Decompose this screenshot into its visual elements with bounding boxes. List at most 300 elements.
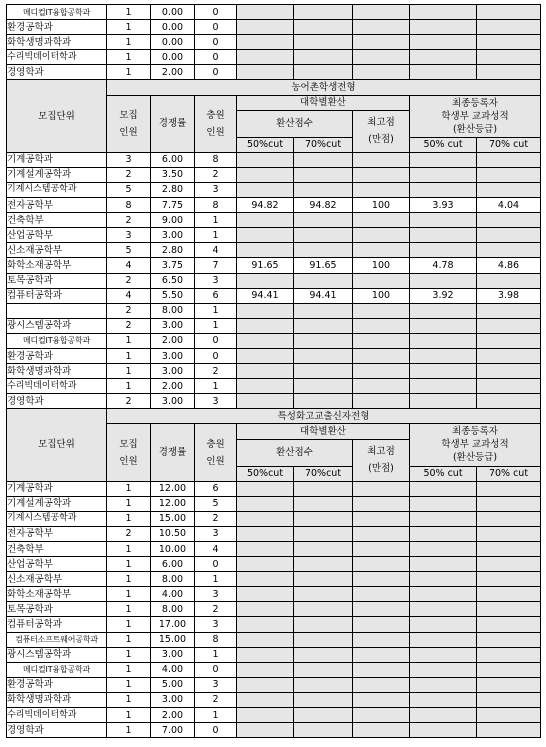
f70-cell: [477, 273, 541, 288]
c70-cell: [294, 20, 353, 35]
final-cut50-header: 50% cut: [410, 137, 477, 152]
cut50-header: 50%cut: [237, 466, 294, 481]
unit-cell: 기계공학과: [7, 152, 107, 167]
f70-cell: [477, 723, 541, 738]
unit-cell: 전자공학부: [7, 526, 107, 541]
c50-cell: [237, 348, 294, 363]
cut70-header: 70%cut: [294, 137, 353, 152]
recruit-cell: 2: [107, 167, 151, 182]
f50-cell: [410, 647, 477, 662]
table-row: [7, 542, 541, 557]
extra-cell: 3: [195, 677, 237, 692]
unit-cell: 신소재공학부: [7, 572, 107, 587]
f50-cell: [410, 481, 477, 496]
c70-cell: [294, 379, 353, 394]
rate-cell: 3.00: [151, 394, 195, 409]
c70-cell: [294, 5, 353, 20]
unit-cell: 기계시스템공학과: [7, 511, 107, 526]
c70-cell: [294, 167, 353, 182]
unit-cell: 산업공학부: [7, 228, 107, 243]
f50-cell: [410, 273, 477, 288]
f50-cell: [410, 723, 477, 738]
unit-cell: 메디컬IT융합공학과: [7, 5, 107, 20]
extra-cell: 2: [195, 602, 237, 617]
rate-cell: 8.00: [151, 602, 195, 617]
max-cell: [353, 213, 410, 228]
unit-cell: 광시스템공학과: [7, 647, 107, 662]
max-cell: [353, 243, 410, 258]
unit-cell: 건축학부: [7, 542, 107, 557]
recruit-cell: 1: [107, 723, 151, 738]
c70-cell: [294, 572, 353, 587]
unit-cell: 산업공학부: [7, 557, 107, 572]
c50-cell: [237, 333, 294, 348]
rate-cell: 15.00: [151, 511, 195, 526]
rate-cell: 12.00: [151, 481, 195, 496]
f70-cell: 4.04: [477, 198, 541, 213]
table-row: [7, 677, 541, 692]
extra-cell: 3: [195, 394, 237, 409]
unit-header: 모집단위: [7, 80, 107, 152]
extra-cell: 0: [195, 5, 237, 20]
rate-cell: 4.00: [151, 587, 195, 602]
extra-cell: 0: [195, 557, 237, 572]
f70-cell: [477, 348, 541, 363]
table-row: [7, 587, 541, 602]
table-row: [7, 602, 541, 617]
table-row: [7, 692, 541, 707]
extra-cell: 0: [195, 662, 237, 677]
rate-header: 경쟁률: [151, 424, 195, 481]
unit-cell: 토목공학과: [7, 273, 107, 288]
f70-cell: [477, 542, 541, 557]
f50-cell: [410, 708, 477, 723]
c70-cell: [294, 303, 353, 318]
f50-cell: [410, 542, 477, 557]
f70-cell: [477, 647, 541, 662]
c50-cell: [237, 273, 294, 288]
max-cell: [353, 228, 410, 243]
f70-cell: [477, 243, 541, 258]
rate-cell: 9.00: [151, 213, 195, 228]
extra-cell: 0: [195, 20, 237, 35]
extra-cell: 1: [195, 708, 237, 723]
table-row: [7, 50, 541, 65]
table-row: [7, 5, 541, 20]
max-cell: 100: [353, 258, 410, 273]
c70-cell: [294, 481, 353, 496]
c50-cell: [237, 632, 294, 647]
max-cell: [353, 35, 410, 50]
c70-cell: [294, 526, 353, 541]
rate-cell: 2.00: [151, 379, 195, 394]
table-row: [7, 243, 541, 258]
c50-cell: [237, 379, 294, 394]
f70-cell: [477, 677, 541, 692]
f70-cell: [477, 587, 541, 602]
c70-cell: 94.41: [294, 288, 353, 303]
c50-cell: [237, 243, 294, 258]
extra-cell: 3: [195, 182, 237, 197]
recruit-cell: 1: [107, 65, 151, 80]
rate-cell: 3.00: [151, 348, 195, 363]
c70-cell: [294, 602, 353, 617]
unit-cell: 컴퓨터공학과: [7, 288, 107, 303]
table-row: [7, 496, 541, 511]
final-cut50-header: 50% cut: [410, 466, 477, 481]
table-row: [7, 213, 541, 228]
max-cell: [353, 5, 410, 20]
c50-cell: [237, 496, 294, 511]
table-row: [7, 20, 541, 35]
f50-cell: [410, 662, 477, 677]
recruit-cell: 2: [107, 394, 151, 409]
c70-cell: 91.65: [294, 258, 353, 273]
c70-cell: 94.82: [294, 198, 353, 213]
f50-cell: [410, 364, 477, 379]
rate-cell: 6.50: [151, 273, 195, 288]
f70-cell: [477, 50, 541, 65]
max-cell: [353, 511, 410, 526]
table-row: [7, 632, 541, 647]
extra-cell: 8: [195, 198, 237, 213]
max-cell: [353, 273, 410, 288]
unit-cell: 신소재공학부: [7, 243, 107, 258]
f70-cell: [477, 303, 541, 318]
extra-cell: 0: [195, 35, 237, 50]
unit-header: 모집단위: [7, 409, 107, 481]
c50-cell: [237, 167, 294, 182]
unit-cell: 건축학부: [7, 213, 107, 228]
c50-cell: [237, 228, 294, 243]
c50-cell: [237, 50, 294, 65]
max-cell: [353, 318, 410, 333]
recruit-cell: 2: [107, 318, 151, 333]
f70-cell: [477, 20, 541, 35]
recruit-cell: 1: [107, 35, 151, 50]
table-row: [7, 318, 541, 333]
table-row: [7, 723, 541, 738]
unit-cell: 기계설계공학과: [7, 496, 107, 511]
conv-score-header: 환산점수: [237, 439, 353, 466]
recruit-header: 모집 인원: [107, 424, 151, 481]
max-cell: [353, 394, 410, 409]
admission-results-page: [6, 4, 540, 738]
max-cell: [353, 677, 410, 692]
rate-cell: 10.50: [151, 526, 195, 541]
recruit-cell: 1: [107, 692, 151, 707]
unit-cell: 컴퓨터공학과: [7, 617, 107, 632]
max-cell: [353, 496, 410, 511]
recruit-cell: 1: [107, 708, 151, 723]
recruit-cell: 4: [107, 288, 151, 303]
f70-cell: [477, 318, 541, 333]
rate-cell: 7.75: [151, 198, 195, 213]
f50-cell: [410, 496, 477, 511]
f50-cell: [410, 35, 477, 50]
f70-cell: [477, 632, 541, 647]
c50-cell: 91.65: [237, 258, 294, 273]
c50-cell: [237, 364, 294, 379]
c70-cell: [294, 228, 353, 243]
table-row: [7, 35, 541, 50]
recruit-cell: 1: [107, 572, 151, 587]
table-row: [7, 167, 541, 182]
c70-cell: [294, 318, 353, 333]
c50-cell: [237, 557, 294, 572]
c70-cell: [294, 213, 353, 228]
extra-cell: 1: [195, 379, 237, 394]
max-cell: [353, 572, 410, 587]
rate-cell: 6.00: [151, 152, 195, 167]
table-row: [7, 364, 541, 379]
admission-results-table: [6, 4, 541, 738]
max-cell: [353, 182, 410, 197]
f50-cell: [410, 65, 477, 80]
f50-cell: [410, 379, 477, 394]
recruit-cell: 1: [107, 617, 151, 632]
final-header: 최종등록자 학생부 교과성적 (환산등급): [410, 424, 541, 466]
rate-cell: 3.00: [151, 647, 195, 662]
cut70-header: 70%cut: [294, 466, 353, 481]
extra-cell: 4: [195, 542, 237, 557]
section-title: 농어촌학생전형: [107, 80, 541, 95]
cut50-header: 50%cut: [237, 137, 294, 152]
c70-cell: [294, 333, 353, 348]
f50-cell: [410, 213, 477, 228]
recruit-cell: 1: [107, 557, 151, 572]
c50-cell: [237, 572, 294, 587]
extra-cell: 4: [195, 243, 237, 258]
recruit-cell: 8: [107, 198, 151, 213]
c50-cell: [237, 511, 294, 526]
extra-cell: 2: [195, 167, 237, 182]
f50-cell: [410, 318, 477, 333]
unit-cell: 화학생명과학과: [7, 364, 107, 379]
c50-cell: [237, 35, 294, 50]
max-cell: [353, 602, 410, 617]
c70-cell: [294, 394, 353, 409]
recruit-cell: 1: [107, 364, 151, 379]
f50-cell: [410, 348, 477, 363]
max-cell: [353, 617, 410, 632]
f70-cell: [477, 5, 541, 20]
max-cell: [353, 364, 410, 379]
c50-cell: [237, 318, 294, 333]
extra-cell: 1: [195, 647, 237, 662]
table-row: [7, 394, 541, 409]
extra-cell: 3: [195, 526, 237, 541]
univ-conv-header: 대학별환산: [237, 95, 410, 110]
recruit-cell: 1: [107, 587, 151, 602]
f70-cell: [477, 182, 541, 197]
c50-cell: [237, 647, 294, 662]
f70-cell: [477, 379, 541, 394]
recruit-cell: 1: [107, 662, 151, 677]
recruit-cell: 4: [107, 258, 151, 273]
max-cell: [353, 542, 410, 557]
f50-cell: [410, 394, 477, 409]
final-header: 최종등록자 학생부 교과성적 (환산등급): [410, 95, 541, 137]
rate-cell: 3.00: [151, 228, 195, 243]
f70-cell: [477, 481, 541, 496]
max-cell: [353, 481, 410, 496]
unit-cell: 경영학과: [7, 394, 107, 409]
extra-cell: 1: [195, 228, 237, 243]
c70-cell: [294, 182, 353, 197]
table-row: [7, 348, 541, 363]
c70-cell: [294, 50, 353, 65]
rate-cell: 10.00: [151, 542, 195, 557]
c50-cell: [237, 587, 294, 602]
recruit-cell: 3: [107, 228, 151, 243]
recruit-cell: 1: [107, 333, 151, 348]
f70-cell: [477, 167, 541, 182]
rate-cell: 0.00: [151, 50, 195, 65]
rate-cell: 0.00: [151, 35, 195, 50]
f50-cell: [410, 20, 477, 35]
extra-cell: 6: [195, 288, 237, 303]
extra-cell: 3: [195, 617, 237, 632]
unit-cell: 기계공학과: [7, 481, 107, 496]
max-cell: 100: [353, 198, 410, 213]
c70-cell: [294, 557, 353, 572]
recruit-cell: 1: [107, 542, 151, 557]
max-cell: [353, 692, 410, 707]
max-score-header: 최고점 (만점): [353, 439, 410, 481]
unit-cell: [7, 303, 107, 318]
unit-cell: 화학소재공학부: [7, 258, 107, 273]
recruit-header: 모집 인원: [107, 95, 151, 152]
extra-cell: 6: [195, 481, 237, 496]
rate-cell: 17.00: [151, 617, 195, 632]
f50-cell: [410, 167, 477, 182]
f70-cell: [477, 662, 541, 677]
c50-cell: [237, 5, 294, 20]
c50-cell: [237, 617, 294, 632]
rate-cell: 2.00: [151, 333, 195, 348]
rate-cell: 2.00: [151, 65, 195, 80]
extra-cell: 0: [195, 65, 237, 80]
c70-cell: [294, 273, 353, 288]
unit-cell: 환경공학과: [7, 677, 107, 692]
c70-cell: [294, 587, 353, 602]
recruit-cell: 2: [107, 273, 151, 288]
final-cut70-header: 70% cut: [477, 466, 541, 481]
final-cut70-header: 70% cut: [477, 137, 541, 152]
f70-cell: [477, 557, 541, 572]
max-cell: [353, 348, 410, 363]
c70-cell: [294, 692, 353, 707]
f70-cell: [477, 152, 541, 167]
recruit-cell: 1: [107, 602, 151, 617]
rate-cell: 8.00: [151, 303, 195, 318]
f70-cell: [477, 228, 541, 243]
c50-cell: [237, 152, 294, 167]
rate-header: 경쟁률: [151, 95, 195, 152]
recruit-cell: 2: [107, 303, 151, 318]
c50-cell: [237, 20, 294, 35]
f50-cell: [410, 228, 477, 243]
table-row: [7, 481, 541, 496]
extra-cell: 0: [195, 333, 237, 348]
rate-cell: 6.00: [151, 557, 195, 572]
unit-cell: 경영학과: [7, 65, 107, 80]
max-cell: [353, 587, 410, 602]
f50-cell: [410, 243, 477, 258]
univ-conv-header: 대학별환산: [237, 424, 410, 439]
extra-cell: 0: [195, 50, 237, 65]
unit-cell: 환경공학과: [7, 348, 107, 363]
recruit-cell: 1: [107, 348, 151, 363]
recruit-cell: 1: [107, 677, 151, 692]
f70-cell: [477, 526, 541, 541]
rate-cell: 5.00: [151, 677, 195, 692]
table-row: [7, 511, 541, 526]
f50-cell: 3.92: [410, 288, 477, 303]
rate-cell: 3.00: [151, 318, 195, 333]
max-cell: [353, 708, 410, 723]
table-row: [7, 198, 541, 213]
f70-cell: [477, 35, 541, 50]
f70-cell: [477, 333, 541, 348]
recruit-cell: 1: [107, 632, 151, 647]
max-cell: [353, 20, 410, 35]
f50-cell: [410, 5, 477, 20]
c70-cell: [294, 677, 353, 692]
recruit-cell: 1: [107, 511, 151, 526]
f50-cell: [410, 511, 477, 526]
table-row: [7, 708, 541, 723]
f70-cell: [477, 572, 541, 587]
c70-cell: [294, 243, 353, 258]
extra-cell: 8: [195, 632, 237, 647]
unit-cell: 토목공학과: [7, 602, 107, 617]
extra-cell: 3: [195, 273, 237, 288]
unit-cell: 컴퓨터소프트웨어공학과: [7, 632, 107, 647]
f70-cell: [477, 692, 541, 707]
rate-cell: 3.00: [151, 692, 195, 707]
rate-cell: 4.00: [151, 662, 195, 677]
section-header-row: [7, 80, 541, 95]
table-row: [7, 303, 541, 318]
max-cell: [353, 632, 410, 647]
unit-cell: 환경공학과: [7, 20, 107, 35]
table-row: [7, 526, 541, 541]
conv-score-header: 환산점수: [237, 110, 353, 137]
f50-cell: 3.93: [410, 198, 477, 213]
f70-cell: [477, 511, 541, 526]
table-row: [7, 662, 541, 677]
table-row: [7, 288, 541, 303]
unit-cell: 기계설계공학과: [7, 167, 107, 182]
recruit-cell: 5: [107, 182, 151, 197]
unit-cell: 광시스템공학과: [7, 318, 107, 333]
recruit-cell: 5: [107, 243, 151, 258]
rate-cell: 8.00: [151, 572, 195, 587]
f50-cell: [410, 617, 477, 632]
f70-cell: [477, 394, 541, 409]
section-header-row: [7, 409, 541, 424]
extra-cell: 5: [195, 496, 237, 511]
max-cell: [353, 723, 410, 738]
max-cell: [353, 303, 410, 318]
f50-cell: [410, 526, 477, 541]
c50-cell: [237, 213, 294, 228]
rate-cell: 12.00: [151, 496, 195, 511]
unit-cell: 화학생명과학과: [7, 692, 107, 707]
f70-cell: 4.86: [477, 258, 541, 273]
